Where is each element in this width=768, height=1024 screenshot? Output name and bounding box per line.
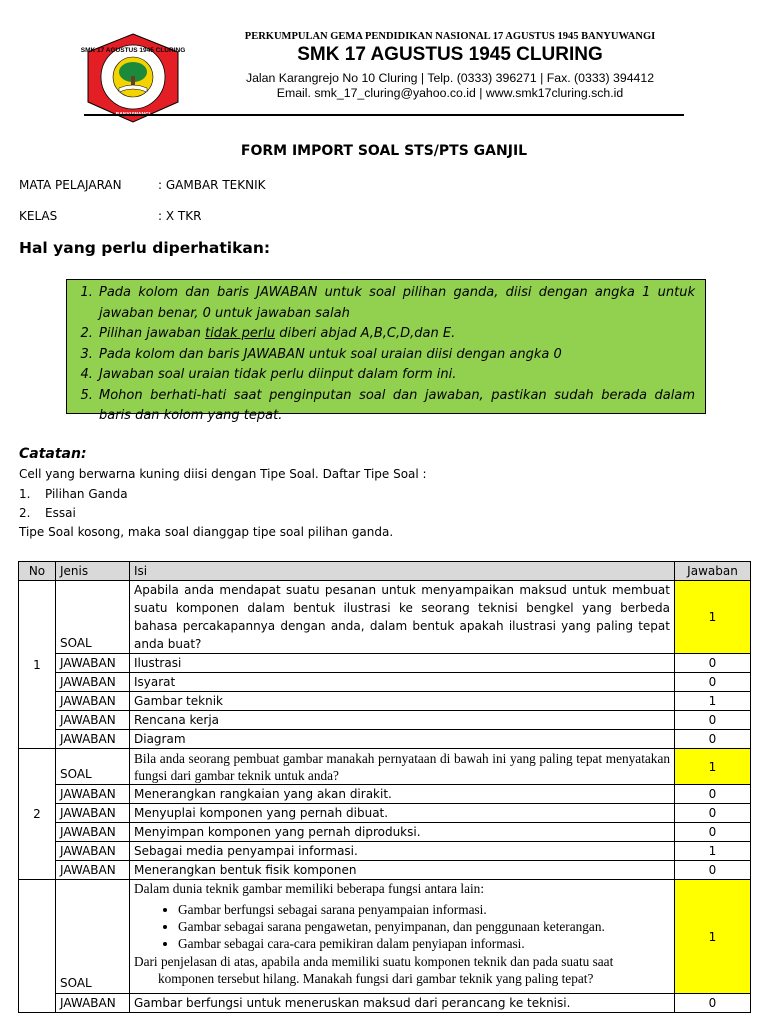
question-number: 1 xyxy=(19,581,56,749)
notice-item: 3. Pada kolom dan baris JAWABAN untuk soal uraian diisi dengan angka 0 xyxy=(97,345,695,366)
type-num: 2. xyxy=(19,506,31,520)
table-row xyxy=(19,711,751,730)
table-row xyxy=(19,785,751,804)
answer-text[interactable]: Menyuplai komponen yang pernah dibuat. xyxy=(130,804,675,823)
form-title: FORM IMPORT SOAL STS/PTS GANJIL xyxy=(240,143,528,159)
table-row xyxy=(19,861,751,880)
question-bullet: • Gambar sebagai sarana pengawetan, penyimpanan, dan penggunaan keterangan. xyxy=(178,918,670,935)
jenis-soal: SOAL xyxy=(56,880,130,994)
notice-item: 1. Pada kolom dan baris JAWABAN untuk soal pilihan ganda, diisi dengan angka 1 untuk jawaban benar, 0 untuk jawaban salah xyxy=(97,283,695,324)
notice-item: 5. Mohon berhati-hati saat penginputan soal dan jawaban, pastikan sudah berada dalam baris dan kolom yang tepat. xyxy=(97,386,695,427)
kelas-value: : X TKR xyxy=(158,209,202,223)
question-bullet: • Gambar berfungsi sebagai sarana penyampaian informasi. xyxy=(178,901,670,918)
question-text[interactable] xyxy=(130,880,675,994)
notice-underlined: tidak perlu xyxy=(205,326,276,341)
question-type-cell[interactable]: 1 xyxy=(675,581,751,654)
mapel-label: MATA PELAJARAN xyxy=(19,178,122,192)
notice-list xyxy=(67,280,705,427)
jenis-soal: SOAL xyxy=(56,749,130,785)
answer-text[interactable]: Isyarat xyxy=(130,673,675,692)
question-type-cell[interactable]: 1 xyxy=(675,749,751,785)
question-bullet: • Gambar sebagai cara-cara pemikiran dalam penyiapan informasi. xyxy=(178,935,670,952)
table-row xyxy=(19,654,751,673)
answer-text[interactable]: Menyimpan komponen yang pernah diproduksi. xyxy=(130,823,675,842)
header-divider xyxy=(84,114,684,116)
kelas-label: KELAS xyxy=(19,209,58,223)
jenis-soal: SOAL xyxy=(56,581,130,654)
answer-value[interactable]: 0 xyxy=(675,994,751,1013)
jenis-jawaban: JAWABAN xyxy=(56,692,130,711)
jenis-jawaban: JAWABAN xyxy=(56,994,130,1013)
jenis-jawaban: JAWABAN xyxy=(56,673,130,692)
col-header-isi: Isi xyxy=(130,562,675,581)
answer-text[interactable]: Gambar teknik xyxy=(130,692,675,711)
table-row xyxy=(19,804,751,823)
answer-value[interactable]: 0 xyxy=(675,730,751,749)
school-address: Jalan Karangrejo No 10 Cluring | Telp. (0333) 396271 | Fax. (0333) 394412 xyxy=(245,71,655,85)
notice-heading: Hal yang perlu diperhatikan: xyxy=(19,239,271,257)
answer-text[interactable]: Rencana kerja xyxy=(130,711,675,730)
col-header-jawaban: Jawaban xyxy=(675,562,751,581)
question-type-cell[interactable]: 1 xyxy=(675,880,751,994)
question-text[interactable]: Apabila anda mendapat suatu pesanan untuk menyampaikan maksud untuk membuat suatu komponen dalam bentuk ilustrasi ke seorang teknisi bengkel yang berbeda bahasa percakapannya dengan anda, dalam bentuk apakah ilustrasi yang paling tepat anda buat? xyxy=(130,581,675,654)
table-header-row xyxy=(19,562,751,581)
jenis-jawaban: JAWABAN xyxy=(56,823,130,842)
answer-value[interactable]: 0 xyxy=(675,673,751,692)
question-table xyxy=(18,561,751,1013)
type-label: Essai xyxy=(45,506,76,520)
answer-text[interactable]: Menerangkan rangkaian yang akan dirakit. xyxy=(130,785,675,804)
school-email: Email. smk_17_cluring@yahoo.co.id | www.smk17cluring.sch.id xyxy=(276,86,624,100)
jenis-jawaban: JAWABAN xyxy=(56,804,130,823)
question-outro: Dari penjelasan di atas, apabila anda memiliki suatu komponen teknik dan pada suatu saat xyxy=(134,954,614,969)
jenis-jawaban: JAWABAN xyxy=(56,785,130,804)
mapel-value: : GAMBAR TEKNIK xyxy=(158,178,266,192)
answer-value[interactable]: 0 xyxy=(675,711,751,730)
jenis-jawaban: JAWABAN xyxy=(56,654,130,673)
table-row xyxy=(19,692,751,711)
table-row xyxy=(19,749,751,785)
question-bullets xyxy=(134,901,670,952)
question-text[interactable]: Bila anda seorang pembuat gambar manakah pernyataan di bawah ini yang paling tepat menyatakan fungsi dari gambar teknik untuk anda? xyxy=(130,749,675,785)
answer-value[interactable]: 1 xyxy=(675,842,751,861)
answer-text[interactable]: Menerangkan bentuk fisik komponen xyxy=(130,861,675,880)
question-outro: komponen tersebut hilang. Manakah fungsi dari gambar teknik yang paling tepat? xyxy=(158,971,594,986)
answer-value[interactable]: 0 xyxy=(675,785,751,804)
logo-text-top: SMK 17 AGUSTUS 1945 CLURING xyxy=(80,47,186,54)
catatan-heading: Catatan: xyxy=(19,446,87,462)
col-header-no: No xyxy=(19,562,56,581)
jenis-jawaban: JAWABAN xyxy=(56,861,130,880)
notice-box xyxy=(66,279,706,423)
type-num: 1. xyxy=(19,487,31,501)
answer-text[interactable]: Gambar berfungsi untuk meneruskan maksud dari perancang ke teknisi. xyxy=(130,994,675,1013)
catatan-line: Tipe Soal kosong, maka soal dianggap tipe soal pilihan ganda. xyxy=(19,525,394,539)
col-header-jenis: Jenis xyxy=(56,562,130,581)
table-row xyxy=(19,581,751,654)
answer-text[interactable]: Sebagai media penyampai informasi. xyxy=(130,842,675,861)
jenis-jawaban: JAWABAN xyxy=(56,711,130,730)
answer-text[interactable]: Ilustrasi xyxy=(130,654,675,673)
table-row xyxy=(19,823,751,842)
table-row xyxy=(19,730,751,749)
jenis-jawaban: JAWABAN xyxy=(56,842,130,861)
type-label: Pilihan Ganda xyxy=(45,487,128,501)
answer-value[interactable]: 0 xyxy=(675,804,751,823)
notice-item: 2. Pilihan jawaban tidak perlu diberi abjad A,B,C,D,dan E. xyxy=(97,324,695,345)
answer-value[interactable]: 0 xyxy=(675,654,751,673)
question-number xyxy=(19,880,56,1013)
school-name: SMK 17 AGUSTUS 1945 CLURING xyxy=(297,44,603,65)
question-number: 2 xyxy=(19,749,56,880)
answer-value[interactable]: 0 xyxy=(675,861,751,880)
table-row xyxy=(19,842,751,861)
catatan-line: Cell yang berwarna kuning diisi dengan Tipe Soal. Daftar Tipe Soal : xyxy=(19,467,427,481)
answer-value[interactable]: 0 xyxy=(675,823,751,842)
organization-name: PERKUMPULAN GEMA PENDIDIKAN NASIONAL 17 AGUSTUS 1945 BANYUWANGI xyxy=(244,31,656,42)
table-row xyxy=(19,880,751,994)
question-intro: Dalam dunia teknik gambar memiliki beberapa fungsi antara lain: xyxy=(134,881,485,896)
notice-item: 4. Jawaban soal uraian tidak perlu diinput dalam form ini. xyxy=(97,365,695,386)
jenis-jawaban: JAWABAN xyxy=(56,730,130,749)
table-row xyxy=(19,994,751,1013)
school-logo xyxy=(82,32,184,124)
answer-text[interactable]: Diagram xyxy=(130,730,675,749)
answer-value[interactable]: 1 xyxy=(675,692,751,711)
table-row xyxy=(19,673,751,692)
